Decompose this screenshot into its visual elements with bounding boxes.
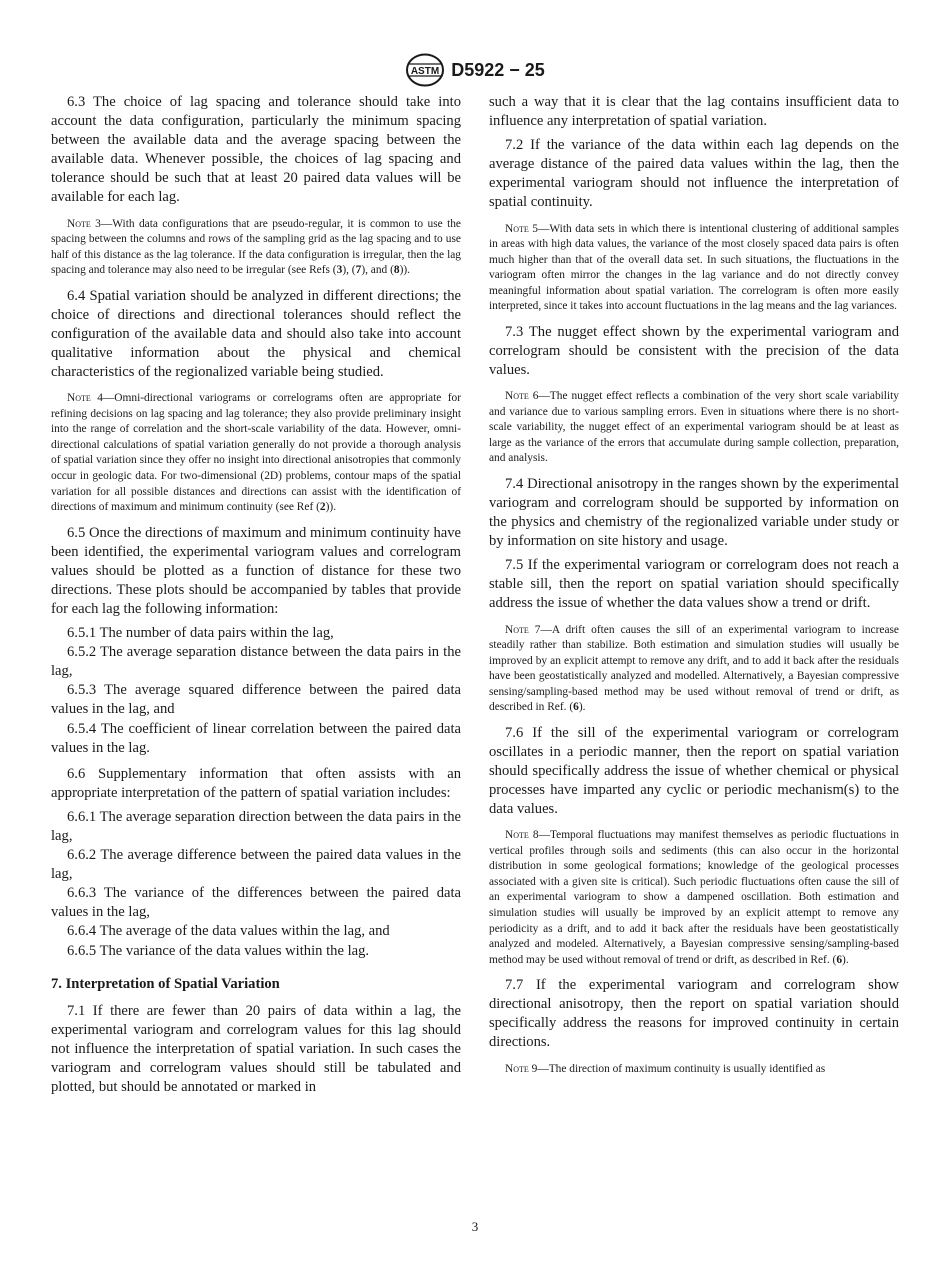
subsection-paragraph: 6.6.5 The variance of the data values within the lag.	[67, 942, 370, 959]
subsection-paragraph: 6.5.4 The coefficient of linear correlation between the paired data values in the lag.	[51, 720, 461, 756]
subsection-paragraph: 6.6.1 The average separation direction between the data pairs in the lag,	[51, 808, 461, 844]
subsection-paragraph: 6.6.2 The average difference between the paired data values in the lag,	[51, 847, 461, 883]
paragraph: 7.3 The nugget effect shown by the experimental variogram and correlogram should be consistent with the precision of the data values.	[489, 323, 899, 379]
paragraph: 7.2 If the variance of the data within each lag depends on the average distance of the paired data values within the lag, then the experimental variogram should not influence the interpretation of spatial continuity.	[489, 137, 899, 211]
note-label: Note 4	[67, 392, 103, 405]
note	[489, 389, 899, 467]
subsection-paragraph: 6.5.3 The average squared difference between the paired data values in the lag, and	[51, 682, 461, 718]
left-column	[51, 93, 461, 1102]
paragraph: 7.5 If the experimental variogram or correlogram does not reach a stable sill, then the report on spatial variation should specifically address the issue of whether the data values show a trend or drift.	[489, 557, 899, 612]
note-label: Note 6	[505, 390, 539, 403]
note-label: Note 8	[505, 829, 539, 842]
note	[489, 1062, 899, 1078]
reference-number: 6	[836, 953, 843, 966]
note	[51, 217, 461, 279]
note-text: —Omni-directional variograms or correlograms often are appropriate for refining decisions on lag spacing and lag tolerance; they also provide preliminary insight into the range of correlation and the short-scale variability of the data. However, omni-directional calculations of spatial variation generally do not provide a thorough analysis of spatial variation since they offer no insight into directional anisotropies that commonly occur in geologic data. For two-dimensional (2D) problems, contour maps of the spatial variation for all possible distances and directions can assist with the identification of directions of maximum and minimum continuity (see Ref (	[51, 392, 461, 514]
paragraph: 6.5 Once the directions of maximum and minimum continuity have been identified, the experimental variogram values and correlogram values should be plotted as a function of distance for these two directions. These plots should be accompanied by tables that provide for each lag the following information:	[51, 524, 461, 617]
document-designation: D5922 − 25	[451, 59, 545, 80]
paragraph: 7.6 If the sill of the experimental variogram or correlogram oscillates in a periodic manner, then the report on spatial variation should specifically address the issue of whether chemical or physical processes have imparted any cyclic or periodic mechanism(s) to the data values.	[489, 724, 899, 818]
reference-number: 2	[319, 501, 326, 514]
right-column	[489, 93, 899, 1085]
paragraph: 7.1 If there are fewer than 20 pairs of data within a lag, the experimental variogram and correlogram values for this lag should not influence the interpretation of spatial variation. In such cases the variogram and correlogram values should still be tabulated and plotted, but should be annotated or marked in	[51, 1002, 461, 1096]
paragraph: 6.3 The choice of lag spacing and tolerance should take into account the data configuration, particularly the minimum spacing between the available data and the average spacing between the available data. Whenever possible, the choices of lag spacing and tolerance should be such that at least 20 paired data values will be available for each lag.	[51, 94, 461, 206]
paragraph: 6.6 Supplementary information that often assists with an appropriate interpretation of the pattern of spatial variation includes:	[51, 765, 461, 801]
note	[51, 391, 461, 515]
note-text: —A drift often causes the sill of an experimental variogram to increase steadily rather than stabilize. Both estimation and simulation studies will usually be improved by an explicit attempt to remove any drift, and to add it back after the residuals have been geostatistically analyzed and modelled. Alternatively, a Bayesian compressive sensing/sampling-based method may be used without removal of trend or drift, as described in Ref. (	[489, 623, 899, 714]
paragraph: such a way that it is clear that the lag contains insufficient data to influence any interpretation of spatial variation.	[489, 94, 899, 130]
note-text: —Temporal fluctuations may manifest themselves as periodic fluctuations in vertical profiles through soils and sediments (this can also occur in the horizontal distribution in some geological formations; knowledge of the geological processes associated with a given site is critical). Such periodic fluctuations often cause the sill of an experimental variogram to show a dampened oscillation. Both estimation and simulation studies will usually be improved by an explicit attempt to remove any periodicity as a drift, and to add it back after the residuals have been geostatistically analyzed and modeled. Alternatively, a Bayesian compressive sensing/sampling-based method may be used without removal of trend or drift, as described in Ref. (	[489, 829, 899, 966]
note-label: Note 3	[67, 217, 101, 230]
note-text: —With data sets in which there is intentional clustering of additional samples in areas with high data values, the variance of the most closely spaced data pairs is often much higher than that of the overall data set. In such situations, the fluctuations in the variogram often mirror the changes in the lag variance and do not directly convey meaningful information about spatial variation. The correlogram is often more easily interpreted, since it takes into account fluctuations in the lag means and the lag variances.	[489, 222, 899, 313]
paragraph: 7.7 If the experimental variogram and correlogram show directional anisotropy, then the report on spatial variation should specifically address the reasons for improved continuity in certain directions.	[489, 977, 899, 1051]
reference-number: 7	[355, 264, 362, 277]
note-text: ).	[842, 953, 849, 966]
note-label: Note 9	[505, 1062, 538, 1075]
note-text: ), (	[342, 264, 356, 277]
subsection-paragraph: 6.6.3 The variance of the differences between the paired data values in the lag,	[51, 885, 461, 921]
subsection-paragraph: 6.5.1 The number of data pairs within the lag,	[67, 625, 334, 642]
reference-number: 8	[393, 264, 400, 277]
logo-text: ASTM	[411, 66, 440, 77]
note-label: Note 5	[505, 222, 538, 235]
note-text: ).	[578, 701, 586, 714]
note	[489, 222, 899, 315]
note-text: —The direction of maximum continuity is usually identified as	[537, 1062, 826, 1075]
note-text: )).	[399, 264, 411, 277]
section-heading: 7. Interpretation of Spatial Variation	[51, 975, 280, 992]
subsection-paragraph: 6.6.4 The average of the data values within the lag, and	[67, 923, 390, 940]
note-label: Note 7	[505, 623, 541, 636]
subsection-paragraph: 6.5.2 The average separation distance between the data pairs in the lag,	[51, 644, 461, 680]
reference-number: 3	[336, 264, 343, 277]
paragraph: 6.4 Spatial variation should be analyzed in different directions; the choice of directions and directional tolerances should reflect the configuration of the available data and should also take into account qualitative information about the physical and chemical characteristics of the regionalized variable being studied.	[51, 287, 461, 381]
astm-logo-icon	[405, 53, 445, 87]
note-text: —The nugget effect reflects a combination of the very short scale variability and variance due to various sampling errors. Even in situations where there is no short-scale variability, the nugget effect of an experimental variogram should be at least as large as the variance of the errors that accumulate during sample collection, preparation, and analysis.	[489, 390, 899, 465]
note-text: ), and (	[361, 264, 394, 277]
note	[489, 623, 899, 716]
note-text: )).	[325, 501, 337, 514]
page-number: 3	[471, 1219, 479, 1234]
note-text: —With data configurations that are pseudo-regular, it is common to use the spacing between the columns and rows of the sampling grid as the lag spacing and to use half of this distance as the lag tolerance. If the data configuration is irregular, then the lag spacing and tolerance may also need to be irregular (see Refs (	[51, 217, 461, 277]
reference-number: 6	[573, 701, 579, 714]
page-header	[0, 52, 950, 88]
paragraph: 7.4 Directional anisotropy in the ranges shown by the experimental variogram and correlogram should be supported by information on the physics and chemistry of the regionalized variable under study or by information on site history and usage.	[489, 475, 899, 550]
note	[489, 828, 899, 968]
